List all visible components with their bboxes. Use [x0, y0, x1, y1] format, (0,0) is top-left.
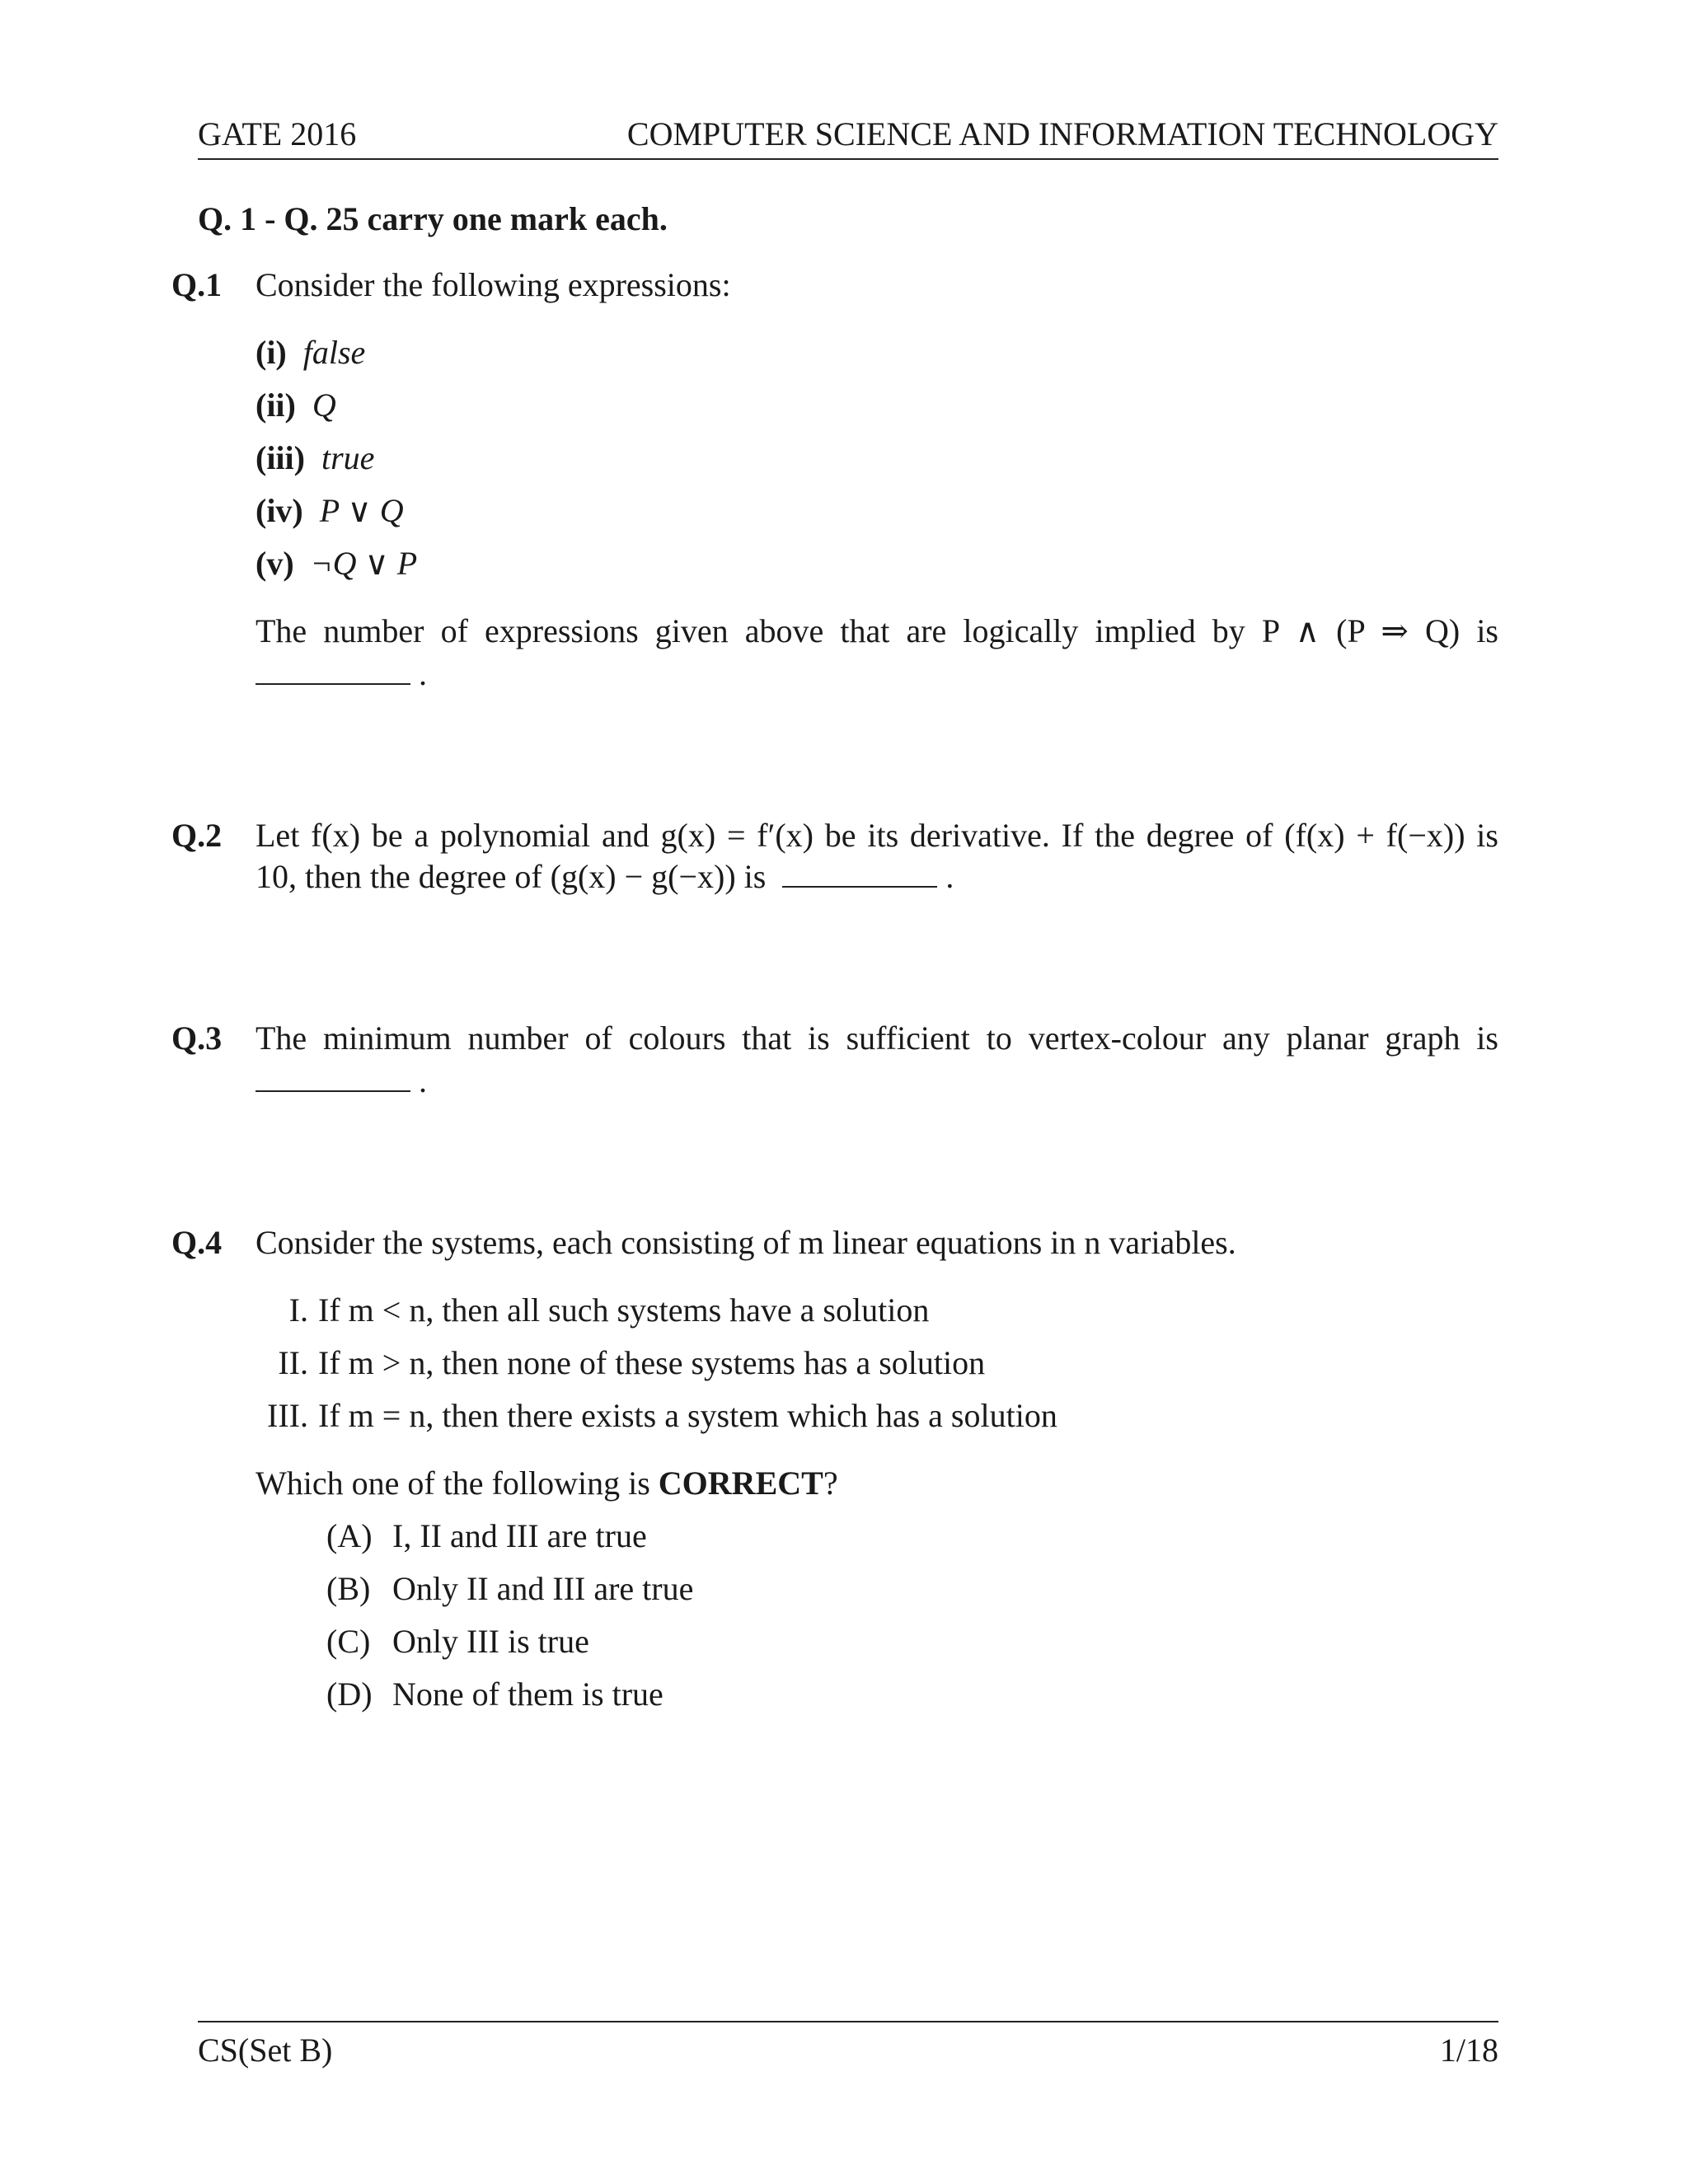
answer-blank — [256, 1067, 410, 1092]
option-text: Only II and III are true — [392, 1570, 694, 1607]
option-label: (C) — [326, 1623, 371, 1660]
exam-name: GATE 2016 — [198, 115, 357, 152]
paper-set: CS(Set B) — [198, 2032, 333, 2069]
page-header — [198, 114, 1498, 160]
q1-number: Q.1 — [171, 266, 223, 303]
statement-num: I. — [288, 1291, 308, 1329]
q4-statement-i — [256, 1291, 929, 1329]
q4-option-b — [326, 1569, 693, 1608]
q1-answer-line — [256, 654, 427, 693]
q2-line1: Let f(x) be a polynomial and g(x) = f′(x) be its derivative. If the degree of (f(x) + f(−x)) is — [256, 817, 1498, 854]
q1-item-ii — [256, 386, 336, 424]
item-label: (ii) — [256, 387, 296, 424]
q1-text: Consider the following expressions: — [256, 266, 731, 303]
prompt-pre: Which one of the following is — [256, 1465, 650, 1502]
option-label: (B) — [326, 1570, 371, 1607]
period: . — [945, 858, 954, 895]
item-expr: false — [302, 334, 366, 371]
q3-line1: The minimum number of colours that is sufficient to vertex-colour any planar graph is — [256, 1019, 1498, 1057]
item-label: (v) — [256, 545, 294, 582]
page-number: 1/18 — [1439, 2032, 1498, 2069]
prompt-post: ? — [823, 1465, 838, 1502]
q1-item-i — [256, 333, 365, 372]
item-label: (iv) — [256, 492, 303, 529]
q4-prompt — [256, 1464, 838, 1502]
option-text: Only III is true — [392, 1623, 589, 1660]
option-label: (A) — [326, 1517, 373, 1554]
q2-number: Q.2 — [171, 817, 223, 854]
option-text: None of them is true — [392, 1675, 663, 1713]
option-label: (D) — [326, 1675, 373, 1713]
option-text: I, II and III are true — [392, 1517, 647, 1554]
statement-text: If m = n, then there exists a system which has a solution — [318, 1397, 1057, 1434]
q4-statement-iii — [256, 1396, 1057, 1435]
item-expr: Q — [312, 387, 336, 424]
q1-item-iii — [256, 438, 374, 477]
statement-text: If m > n, then none of these systems has a solution — [318, 1344, 986, 1381]
q3-number: Q.3 — [171, 1019, 223, 1057]
q4-option-d — [326, 1675, 663, 1713]
item-label: (iii) — [256, 439, 305, 476]
q4-text: Consider the systems, each consisting of m linear equations in n variables. — [256, 1224, 1236, 1261]
statement-num: III. — [267, 1397, 308, 1434]
q1-question: The number of expressions given above that are logically implied by P ∧ (P ⇒ Q) is — [256, 612, 1498, 649]
q4-number: Q.4 — [171, 1224, 223, 1261]
statement-text: If m < n, then all such systems have a solution — [318, 1291, 930, 1329]
item-expr: P ∨ Q — [319, 492, 404, 529]
paper-subject: COMPUTER SCIENCE AND INFORMATION TECHNOLOGY — [626, 115, 1498, 152]
answer-blank — [782, 863, 937, 888]
statement-num: II. — [278, 1344, 308, 1381]
item-expr: true — [321, 439, 375, 476]
q2-line2 — [256, 857, 954, 896]
q1-item-iv — [256, 491, 404, 530]
q1-item-v — [256, 544, 417, 583]
period: . — [419, 1062, 427, 1099]
item-label: (i) — [256, 334, 287, 371]
period: . — [419, 655, 427, 692]
section-title: Q. 1 - Q. 25 carry one mark each. — [198, 200, 668, 237]
answer-blank — [256, 660, 410, 685]
q2-line2-text: 10, then the degree of (g(x) − g(−x)) is — [256, 858, 767, 895]
page-footer — [198, 2021, 1498, 2069]
prompt-bold: CORRECT — [658, 1465, 823, 1502]
q4-statement-ii — [256, 1343, 985, 1382]
q4-option-a — [326, 1516, 647, 1555]
q4-option-c — [326, 1622, 589, 1661]
item-expr: ¬Q ∨ P — [310, 545, 418, 582]
q3-answer-line — [256, 1062, 427, 1100]
